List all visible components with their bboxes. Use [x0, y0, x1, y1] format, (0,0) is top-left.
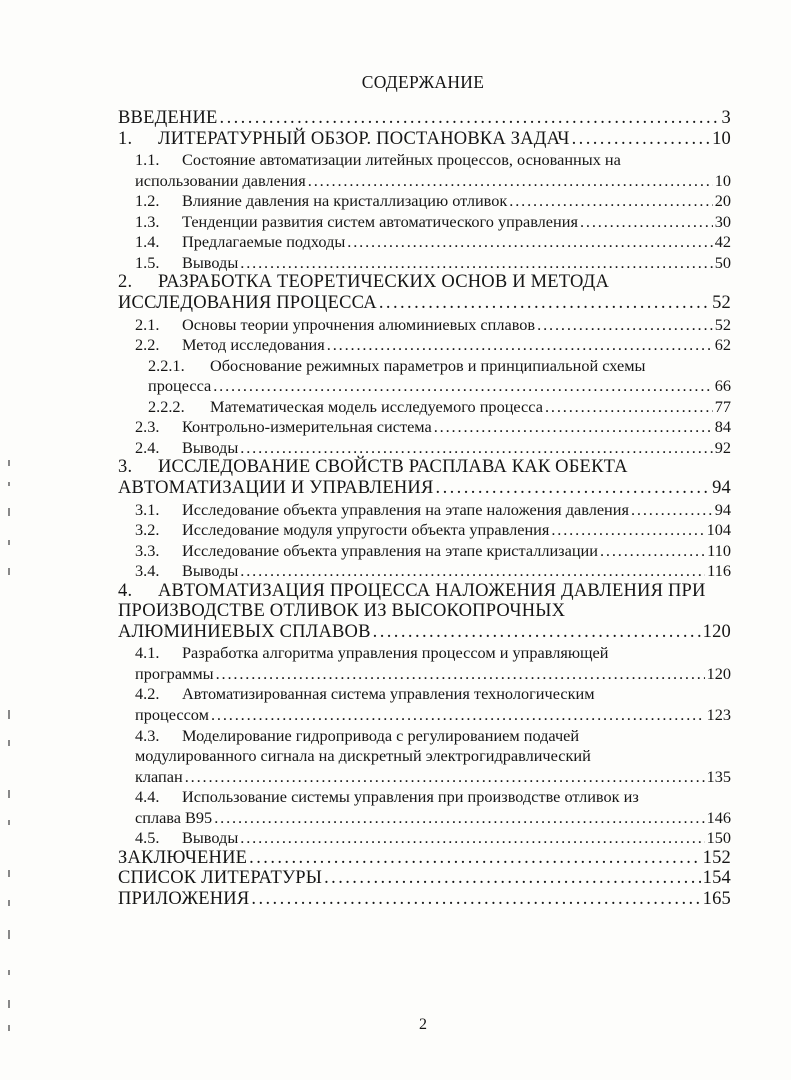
toc-leader-dots [537, 314, 713, 335]
toc-entry-number: 4. [118, 580, 133, 601]
toc-entry-title: Выводы [182, 437, 239, 457]
toc-entry-number: 4.2. [135, 684, 160, 704]
toc-entry-title: Метод исследования [182, 335, 325, 355]
toc-page-number: 3 [721, 108, 731, 128]
toc-entry-title: использовании давления [135, 170, 306, 190]
toc-leader-dots [509, 190, 712, 211]
toc-entry-title: Исследование объекта управления на этапе кристаллизации [182, 540, 598, 560]
toc-entry-number: 2.2.2. [148, 396, 185, 416]
toc-page-number: 10 [714, 170, 731, 190]
toc-entry[interactable] [118, 827, 731, 848]
toc-page-number: 30 [714, 211, 731, 231]
toc-page-number: 52 [712, 293, 731, 313]
toc-entry-title: Выводы [182, 561, 239, 581]
toc-page-number: 10 [712, 128, 731, 149]
toc-leader-dots [373, 622, 701, 643]
toc-page-number: 84 [714, 417, 731, 437]
toc-entry-number: 1. [118, 128, 133, 149]
toc-entry-title: СПИСОК ЛИТЕРАТУРЫ [118, 868, 323, 889]
toc-entry-number: 2. [118, 272, 133, 293]
toc-page-number: 94 [714, 499, 731, 519]
toc-entry-title: Контрольно-измерительная система [182, 417, 432, 437]
toc-entry[interactable] [118, 622, 731, 643]
toc-leader-dots [240, 560, 705, 581]
toc-entry-title: процесса [148, 376, 212, 396]
toc-entry-number: 3.3. [135, 540, 160, 560]
toc-entry-title: ИССЛЕДОВАНИЕ СВОЙСТВ РАСПЛАВА КАК ОБЕКТА [158, 457, 628, 478]
toc-leader-dots [251, 889, 700, 910]
page-number: 2 [419, 1016, 427, 1033]
toc-page-number: 135 [706, 766, 731, 786]
toc-entry[interactable] [118, 129, 731, 150]
toc-entry-number: 1.5. [135, 252, 160, 272]
toc-entry[interactable] [118, 540, 731, 561]
toc-entry[interactable] [118, 190, 731, 211]
toc-entry-number: 2.2. [135, 335, 160, 355]
toc-entry-title: РАЗРАБОТКА ТЕОРЕТИЧЕСКИХ ОСНОВ И МЕТОДА [158, 272, 610, 293]
toc-page-number: 62 [714, 335, 731, 355]
toc-page-number: 116 [707, 561, 731, 581]
toc-entry-title: программы [135, 663, 214, 683]
toc-entry-title: процессом [135, 704, 209, 724]
toc-entry-title: Разработка алгоритма управления процессом и управляющей [182, 643, 609, 663]
toc-page-number: 42 [714, 232, 731, 252]
toc-leader-dots [379, 293, 710, 314]
toc-page-number: 165 [702, 888, 731, 909]
toc-entry-title: Автоматизированная система управления технологическим [182, 684, 595, 704]
toc-entry-title: ВВЕДЕНИЕ [118, 108, 218, 128]
toc-leader-dots [327, 334, 713, 355]
toc-entry-number: 4.4. [135, 787, 160, 807]
toc-entry-title: ПРОИЗВОДСТВЕ ОТЛИВОК ИЗ ВЫСОКОПРОЧНЫХ [118, 601, 566, 622]
toc-entry[interactable] [118, 314, 731, 335]
toc-entry-title: Основы теории упрочнения алюминиевых сплавов [182, 314, 536, 334]
toc-entry-title: Состояние автоматизации литейных процессов, основанных на [182, 150, 621, 170]
toc-page-number: 120 [706, 663, 731, 683]
page-title: СОДЕРЖАНИЕ [361, 72, 485, 92]
toc-entry-title: Предлагаемые подходы [182, 232, 346, 252]
toc-entry-number: 4.3. [135, 725, 160, 745]
toc-entry-title: клапан [135, 766, 183, 786]
toc-entry-number: 2.2.1. [148, 355, 185, 375]
toc-page-number: 92 [714, 437, 731, 457]
toc-entry-title: Математическая модель исследуемого процесса [210, 396, 543, 416]
toc-entry-title: ИССЛЕДОВАНИЯ ПРОЦЕССА [118, 293, 377, 313]
toc-page-number: 66 [714, 376, 731, 396]
toc-page-number: 123 [706, 704, 731, 724]
toc-entry-title: АВТОМАТИЗАЦИЯ ПРОЦЕССА НАЛОЖЕНИЯ ДАВЛЕНИЯ ПРИ [158, 580, 706, 601]
toc-entry-title: Обоснование режимных параметров и принципиальной схемы [210, 355, 646, 375]
toc-leader-dots [240, 827, 704, 848]
toc-entry-title: АЛЮМИНИЕВЫХ СПЛАВОВ [118, 621, 371, 642]
toc-entry[interactable] [118, 437, 731, 458]
toc-entry[interactable] [118, 560, 731, 581]
toc-entry-title: Моделирование гидропривода с регулированием подачей [182, 725, 580, 745]
toc-leader-dots [631, 499, 713, 520]
toc-entry[interactable] [118, 766, 731, 787]
toc-page-number: 110 [707, 540, 731, 560]
toc-entry-number: 1.4. [135, 232, 160, 252]
toc-entry-number: 2.1. [135, 314, 160, 334]
toc-page-number: 104 [706, 520, 731, 539]
toc-entry-title: Влияние давления на кристаллизацию отливок [182, 191, 508, 211]
toc-leader-dots [347, 231, 712, 252]
toc-entry[interactable] [118, 848, 731, 869]
toc-leader-dots [213, 375, 713, 396]
toc-entry[interactable] [118, 170, 731, 191]
toc-entry[interactable] [118, 478, 731, 499]
toc-entry-number: 2.3. [135, 417, 160, 437]
toc-leader-dots [324, 868, 701, 889]
toc-entry-title: сплава В95 [135, 807, 213, 827]
toc-leader-dots [214, 807, 704, 828]
toc-leader-dots [545, 396, 713, 417]
toc-entry-number: 3.2. [135, 520, 160, 539]
toc-leader-dots [185, 766, 705, 787]
toc-page-number: 154 [702, 868, 731, 889]
toc-leader-dots [580, 211, 713, 232]
toc-entry[interactable] [118, 108, 731, 129]
toc-entry-title: Исследование модуля упругости объекта управления [182, 520, 550, 539]
toc-leader-dots [572, 129, 710, 150]
toc-entry[interactable] [118, 663, 731, 684]
toc-entry-number: 3.1. [135, 499, 160, 519]
toc-leader-dots [308, 170, 713, 191]
toc-entry[interactable] [118, 396, 731, 417]
toc-entry-title: АВТОМАТИЗАЦИИ И УПРАВЛЕНИЯ [118, 477, 434, 498]
toc-page-number: 77 [714, 396, 731, 416]
toc-page-number: 20 [714, 191, 731, 211]
toc-entry-number: 3.4. [135, 561, 160, 581]
toc-entry[interactable] [118, 704, 731, 725]
toc-entry[interactable] [118, 416, 731, 437]
scan-margin-marks [5, 460, 19, 1040]
toc-entry[interactable] [118, 868, 731, 889]
toc-page-number: 94 [712, 477, 731, 498]
toc-entry[interactable] [118, 252, 731, 273]
toc-entry-number: 4.5. [135, 828, 160, 848]
toc-entry-number: 4.1. [135, 643, 160, 663]
toc-page-number: 150 [706, 828, 731, 848]
toc-entry[interactable] [118, 889, 731, 910]
toc-entry-title: Тенденции развития систем автоматического управления [182, 211, 578, 231]
toc-leader-dots [211, 704, 705, 725]
toc-leader-dots [436, 478, 711, 499]
toc-entry[interactable] [118, 211, 731, 232]
toc-leader-dots [240, 437, 712, 458]
toc-page-number: 50 [714, 252, 731, 272]
toc-leader-dots [551, 519, 704, 540]
toc-entry-number: 2.4. [135, 437, 160, 457]
toc-entry-number: 1.3. [135, 211, 160, 231]
toc-leader-dots [600, 540, 705, 561]
toc-page-number: 146 [706, 807, 731, 827]
toc-leader-dots [216, 663, 705, 684]
toc-entry[interactable] [118, 519, 731, 540]
toc-entry-title: Выводы [182, 252, 239, 272]
toc-entry-title: модулированного сигнала на дискретный электрогидравлический [135, 746, 591, 765]
toc-entry[interactable] [118, 231, 731, 252]
toc-leader-dots [220, 108, 720, 129]
toc-entry-title: Использование системы управления при производстве отливок из [182, 787, 639, 807]
toc-page-number: 120 [702, 621, 731, 642]
toc-entry-title: ЛИТЕРАТУРНЫЙ ОБЗОР. ПОСТАНОВКА ЗАДАЧ [158, 128, 570, 149]
toc-entry[interactable] [118, 334, 731, 355]
toc-entry[interactable] [118, 499, 731, 520]
toc-entry-number: 3. [118, 457, 133, 478]
toc-entry-title: ПРИЛОЖЕНИЯ [118, 888, 250, 909]
toc-entry-number: 1.2. [135, 191, 160, 211]
toc-page-number: 152 [702, 847, 731, 868]
toc-entry[interactable] [118, 807, 731, 828]
toc-leader-dots [434, 416, 713, 437]
toc-entry-title: Выводы [182, 828, 239, 848]
toc-entry[interactable] [118, 293, 731, 314]
toc-page-number: 52 [714, 314, 731, 334]
toc-entry-title: ЗАКЛЮЧЕНИЕ [118, 847, 248, 868]
toc-leader-dots [240, 252, 712, 273]
toc-leader-dots [249, 848, 700, 869]
toc-entry[interactable] [118, 375, 731, 396]
toc-entry-number: 1.1. [135, 150, 160, 170]
toc-entry-title: Исследование объекта управления на этапе наложения давления [182, 499, 629, 519]
